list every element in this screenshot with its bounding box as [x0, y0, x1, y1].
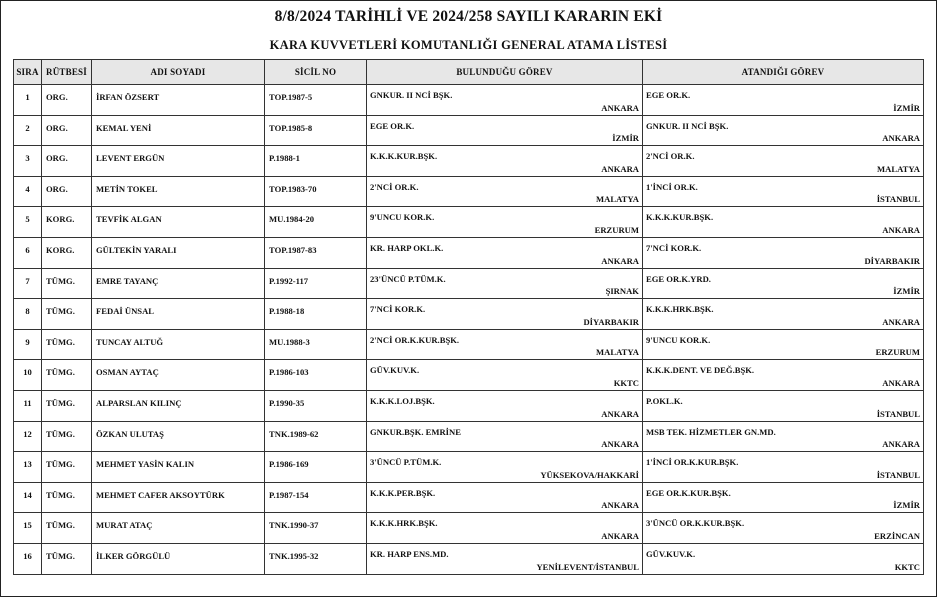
table-header-row	[14, 60, 924, 85]
table-row	[14, 146, 924, 177]
sicil-no-value: P.1990-35	[269, 397, 305, 408]
bulundugu-yer-value: ANKARA	[601, 255, 639, 266]
cell-rutbe	[42, 513, 92, 544]
cell-rutbe	[42, 329, 92, 360]
atandigi-yer-value: ANKARA	[882, 133, 920, 144]
atandigi-yer-value: ANKARA	[882, 316, 920, 327]
cell-atandigi-gorev	[643, 176, 924, 207]
atandigi-gorev-value: EGE OR.K.YRD.	[646, 273, 711, 284]
atandigi-gorev-value: 9'UNCU KOR.K.	[646, 334, 711, 345]
cell-bulundugu-gorev	[367, 329, 643, 360]
table-row	[14, 207, 924, 238]
rutbe-value: TÜMG.	[46, 459, 75, 470]
rutbe-value: ORG.	[46, 153, 68, 164]
cell-sicil-no	[265, 421, 367, 452]
atandigi-gorev-value: 7'NCİ KOR.K.	[646, 242, 702, 253]
sira-value: 9	[25, 336, 30, 347]
cell-ad-soyad	[92, 513, 265, 544]
cell-sira	[14, 299, 42, 330]
cell-sicil-no	[265, 268, 367, 299]
sira-value: 11	[23, 397, 32, 408]
cell-rutbe	[42, 268, 92, 299]
document-subtitle: KARA KUVVETLERİ KOMUTANLIĞI GENERAL ATAMA LİSTESİ	[269, 38, 668, 52]
bulundugu-gorev-value: KR. HARP ENS.MD.	[370, 548, 449, 559]
cell-rutbe	[42, 207, 92, 238]
column-header-ad-soyad: ADI SOYADI	[92, 60, 265, 85]
ad-soyad-value: MURAT ATAÇ	[96, 520, 153, 531]
sicil-no-value: TNK.1995-32	[269, 550, 319, 561]
atandigi-gorev-value: K.K.K.KUR.BŞK.	[646, 212, 714, 223]
ad-soyad-value: TUNCAY ALTUĞ	[96, 336, 164, 347]
bulundugu-yer-value: ANKARA	[601, 439, 639, 450]
table-row	[14, 176, 924, 207]
atandigi-gorev-value: EGE OR.K.	[646, 90, 691, 100]
cell-atandigi-gorev	[643, 299, 924, 330]
sira-value: 13	[23, 459, 32, 470]
column-header-rutbe: RÜTBESİ	[42, 60, 92, 85]
cell-sicil-no	[265, 176, 367, 207]
cell-atandigi-gorev	[643, 360, 924, 391]
table-row	[14, 513, 924, 544]
cell-bulundugu-gorev	[367, 360, 643, 391]
column-header-sicil-no: SİCİL NO	[265, 60, 367, 85]
bulundugu-yer-value: ANKARA	[601, 530, 639, 541]
bulundugu-yer-value: KKTC	[613, 377, 639, 388]
ad-soyad-value: OSMAN AYTAÇ	[96, 367, 159, 378]
bulundugu-gorev-value: K.K.K.KUR.BŞK.	[370, 151, 438, 162]
rutbe-value: KORG.	[46, 244, 75, 255]
cell-atandigi-gorev	[643, 115, 924, 146]
table-row	[14, 360, 924, 391]
bulundugu-yer-value: DİYARBAKIR	[583, 316, 639, 327]
cell-atandigi-gorev	[643, 268, 924, 299]
bulundugu-yer-value: MALATYA	[596, 194, 639, 205]
cell-atandigi-gorev	[643, 390, 924, 421]
table-row	[14, 268, 924, 299]
cell-bulundugu-gorev	[367, 482, 643, 513]
cell-ad-soyad	[92, 176, 265, 207]
sira-value: 4	[25, 183, 30, 194]
sicil-no-value: TOP.1985-8	[269, 122, 313, 133]
cell-sicil-no	[265, 390, 367, 421]
bulundugu-yer-value: ANKARA	[601, 163, 639, 174]
cell-sira	[14, 176, 42, 207]
cell-atandigi-gorev	[643, 329, 924, 360]
cell-rutbe	[42, 146, 92, 177]
table-row	[14, 543, 924, 574]
atandigi-yer-value: İSTANBUL	[876, 408, 920, 419]
rutbe-value: TÜMG.	[46, 306, 75, 317]
bulundugu-yer-value: YÜKSEKOVA/HAKKARİ	[540, 469, 639, 480]
cell-bulundugu-gorev	[367, 390, 643, 421]
ad-soyad-value: EMRE TAYANÇ	[96, 275, 159, 286]
cell-ad-soyad	[92, 452, 265, 483]
ad-soyad-value: MEHMET YASİN KALIN	[96, 459, 195, 470]
atandigi-gorev-value: MSB TEK. HİZMETLER GN.MD.	[646, 426, 776, 437]
table-row	[14, 237, 924, 268]
bulundugu-gorev-value: K.K.K.PER.BŞK.	[370, 487, 436, 498]
atandigi-yer-value: MALATYA	[877, 163, 920, 174]
sira-value: 1	[25, 92, 30, 102]
cell-sicil-no	[265, 513, 367, 544]
cell-bulundugu-gorev	[367, 146, 643, 177]
cell-bulundugu-gorev	[367, 268, 643, 299]
cell-ad-soyad	[92, 115, 265, 146]
atandigi-gorev-value: P.OKL.K.	[646, 395, 683, 406]
bulundugu-gorev-value: GÜV.KUV.K.	[370, 365, 420, 376]
bulundugu-gorev-value: GNKUR.BŞK. EMRİNE	[370, 426, 461, 437]
atandigi-yer-value: İZMİR	[893, 500, 920, 511]
atandigi-gorev-value: GÜV.KUV.K.	[646, 548, 696, 559]
column-header-atandigi-gorev: ATANDIĞI GÖREV	[643, 60, 924, 85]
cell-sira	[14, 237, 42, 268]
rutbe-value: TÜMG.	[46, 275, 75, 286]
bulundugu-gorev-value: KR. HARP OKL.K.	[370, 242, 444, 253]
cell-atandigi-gorev	[643, 452, 924, 483]
sicil-no-value: P.1992-117	[269, 275, 309, 286]
sira-value: 10	[23, 367, 32, 378]
bulundugu-gorev-value: K.K.K.HRK.BŞK.	[370, 518, 438, 529]
cell-sicil-no	[265, 237, 367, 268]
atandigi-yer-value: İZMİR	[893, 286, 920, 297]
table-row	[14, 390, 924, 421]
cell-sira	[14, 390, 42, 421]
column-header-bulundugu-gorev: BULUNDUĞU GÖREV	[367, 60, 643, 85]
ad-soyad-value: ÖZKAN ULUTAŞ	[96, 428, 164, 439]
sira-value: 6	[25, 244, 30, 255]
cell-atandigi-gorev	[643, 482, 924, 513]
cell-sira	[14, 360, 42, 391]
atandigi-gorev-value: EGE OR.K.KUR.BŞK.	[646, 487, 731, 498]
cell-atandigi-gorev	[643, 207, 924, 238]
cell-sicil-no	[265, 329, 367, 360]
atandigi-yer-value: ANKARA	[882, 224, 920, 235]
bulundugu-yer-value: YENİLEVENT/İSTANBUL	[536, 561, 639, 572]
table-row	[14, 329, 924, 360]
bulundugu-gorev-value: K.K.K.LOJ.BŞK.	[370, 395, 435, 406]
cell-bulundugu-gorev	[367, 85, 643, 116]
atandigi-yer-value: KKTC	[894, 561, 920, 572]
ad-soyad-value: FEDAİ ÜNSAL	[96, 306, 155, 317]
cell-sicil-no	[265, 115, 367, 146]
cell-rutbe	[42, 85, 92, 116]
ad-soyad-value: METİN TOKEL	[96, 183, 158, 194]
table-row	[14, 115, 924, 146]
cell-sira	[14, 207, 42, 238]
cell-atandigi-gorev	[643, 513, 924, 544]
cell-atandigi-gorev	[643, 146, 924, 177]
sicil-no-value: TOP.1987-83	[269, 244, 317, 255]
atandigi-yer-value: ERZURUM	[875, 347, 920, 358]
ad-soyad-value: KEMAL YENİ	[96, 122, 152, 133]
cell-sicil-no	[265, 299, 367, 330]
atandigi-gorev-value: K.K.K.HRK.BŞK.	[646, 304, 714, 315]
cell-sicil-no	[265, 482, 367, 513]
bulundugu-yer-value: İZMİR	[612, 133, 639, 144]
sira-value: 2	[25, 122, 30, 133]
cell-bulundugu-gorev	[367, 543, 643, 574]
cell-sicil-no	[265, 85, 367, 116]
cell-rutbe	[42, 452, 92, 483]
rutbe-value: TÜMG.	[46, 336, 75, 347]
sicil-no-value: P.1988-1	[269, 153, 300, 164]
rutbe-value: TÜMG.	[46, 489, 75, 500]
cell-bulundugu-gorev	[367, 513, 643, 544]
sicil-no-value: MU.1988-3	[269, 336, 310, 347]
sira-value: 14	[23, 489, 32, 500]
cell-bulundugu-gorev	[367, 299, 643, 330]
bulundugu-yer-value: ŞIRNAK	[605, 286, 639, 297]
atandigi-gorev-value: 1'İNCİ OR.K.KUR.BŞK.	[646, 457, 739, 468]
rutbe-value: ORG.	[46, 92, 68, 102]
atandigi-yer-value: ANKARA	[882, 377, 920, 388]
cell-rutbe	[42, 543, 92, 574]
cell-rutbe	[42, 421, 92, 452]
column-header-sira: SIRA	[14, 60, 42, 85]
atandigi-yer-value: İSTANBUL	[876, 469, 920, 480]
cell-ad-soyad	[92, 360, 265, 391]
sira-value: 3	[25, 153, 30, 164]
sira-value: 16	[23, 550, 32, 561]
rutbe-value: ORG.	[46, 183, 68, 194]
cell-sira	[14, 452, 42, 483]
bulundugu-yer-value: ANKARA	[601, 408, 639, 419]
cell-ad-soyad	[92, 329, 265, 360]
cell-ad-soyad	[92, 390, 265, 421]
atandigi-yer-value: İZMİR	[893, 102, 920, 113]
cell-ad-soyad	[92, 421, 265, 452]
cell-bulundugu-gorev	[367, 207, 643, 238]
bulundugu-gorev-value: 2'NCİ OR.K.KUR.BŞK.	[370, 334, 460, 345]
rutbe-value: TÜMG.	[46, 367, 75, 378]
bulundugu-gorev-value: 7'NCİ KOR.K.	[370, 304, 426, 315]
cell-sicil-no	[265, 146, 367, 177]
ad-soyad-value: TEVFİK ALGAN	[96, 214, 162, 225]
cell-sira	[14, 268, 42, 299]
atandigi-gorev-value: 3'ÜNCÜ OR.K.KUR.BŞK.	[646, 518, 745, 529]
cell-atandigi-gorev	[643, 421, 924, 452]
sicil-no-value: P.1986-169	[269, 459, 309, 470]
cell-sira	[14, 513, 42, 544]
atandigi-yer-value: DİYARBAKIR	[864, 255, 920, 266]
bulundugu-gorev-value: GNKUR. II NCİ BŞK.	[370, 90, 453, 100]
atandigi-yer-value: ANKARA	[882, 439, 920, 450]
cell-sira	[14, 85, 42, 116]
bulundugu-gorev-value: 23'ÜNCÜ P.TÜM.K.	[370, 273, 446, 284]
table-row	[14, 482, 924, 513]
cell-ad-soyad	[92, 299, 265, 330]
cell-bulundugu-gorev	[367, 176, 643, 207]
ad-soyad-value: İLKER GÖRGÜLÜ	[96, 550, 171, 561]
table-row	[14, 299, 924, 330]
bulundugu-yer-value: ANKARA	[601, 102, 639, 113]
cell-sira	[14, 329, 42, 360]
cell-rutbe	[42, 390, 92, 421]
sicil-no-value: P.1988-18	[269, 306, 305, 317]
cell-rutbe	[42, 360, 92, 391]
rutbe-value: ORG.	[46, 122, 68, 133]
sira-value: 8	[25, 306, 30, 317]
cell-sicil-no	[265, 543, 367, 574]
ad-soyad-value: MEHMET CAFER AKSOYTÜRK	[96, 489, 225, 500]
appointment-table	[13, 59, 924, 575]
sicil-no-value: TOP.1983-70	[269, 183, 317, 194]
sicil-no-value: TNK.1989-62	[269, 428, 319, 439]
document-title: 8/8/2024 TARİHLİ VE 2024/258 SAYILI KARARIN EKİ	[274, 8, 663, 25]
sira-value: 5	[25, 214, 30, 225]
sicil-no-value: P.1987-154	[269, 489, 309, 500]
cell-sira	[14, 146, 42, 177]
bulundugu-gorev-value: 9'UNCU KOR.K.	[370, 212, 435, 223]
rutbe-value: TÜMG.	[46, 428, 75, 439]
atandigi-gorev-value: GNKUR. II NCİ BŞK.	[646, 120, 729, 131]
table-row	[14, 85, 924, 116]
rutbe-value: KORG.	[46, 214, 75, 225]
cell-atandigi-gorev	[643, 543, 924, 574]
sicil-no-value: TNK.1990-37	[269, 520, 319, 531]
cell-sira	[14, 543, 42, 574]
bulundugu-yer-value: ANKARA	[601, 500, 639, 511]
sicil-no-value: P.1986-103	[269, 367, 309, 378]
cell-rutbe	[42, 482, 92, 513]
atandigi-gorev-value: 2'NCİ OR.K.	[646, 151, 695, 162]
ad-soyad-value: ALPARSLAN KILINÇ	[96, 397, 182, 408]
sicil-no-value: TOP.1987-5	[269, 92, 313, 102]
bulundugu-yer-value: MALATYA	[596, 347, 639, 358]
cell-atandigi-gorev	[643, 85, 924, 116]
atandigi-gorev-value: 1'İNCİ OR.K.	[646, 181, 698, 192]
cell-sira	[14, 115, 42, 146]
bulundugu-yer-value: ERZURUM	[594, 224, 639, 235]
cell-bulundugu-gorev	[367, 115, 643, 146]
cell-rutbe	[42, 115, 92, 146]
rutbe-value: TÜMG.	[46, 397, 75, 408]
sira-value: 15	[23, 520, 32, 531]
cell-sira	[14, 482, 42, 513]
ad-soyad-value: GÜLTEKİN YARALI	[96, 244, 177, 255]
cell-sicil-no	[265, 452, 367, 483]
cell-bulundugu-gorev	[367, 421, 643, 452]
table-row	[14, 452, 924, 483]
cell-ad-soyad	[92, 482, 265, 513]
cell-atandigi-gorev	[643, 237, 924, 268]
cell-ad-soyad	[92, 85, 265, 116]
cell-ad-soyad	[92, 146, 265, 177]
cell-bulundugu-gorev	[367, 237, 643, 268]
cell-rutbe	[42, 299, 92, 330]
table-row	[14, 421, 924, 452]
cell-ad-soyad	[92, 237, 265, 268]
bulundugu-gorev-value: EGE OR.K.	[370, 120, 415, 131]
atandigi-gorev-value: K.K.K.DENT. VE DEĞ.BŞK.	[646, 365, 755, 376]
sira-value: 7	[25, 275, 30, 286]
bulundugu-gorev-value: 2'NCİ OR.K.	[370, 181, 419, 192]
cell-sicil-no	[265, 207, 367, 238]
atandigi-yer-value: ERZİNCAN	[874, 530, 920, 541]
cell-rutbe	[42, 176, 92, 207]
rutbe-value: TÜMG.	[46, 550, 75, 561]
cell-ad-soyad	[92, 543, 265, 574]
bulundugu-gorev-value: 3'ÜNCÜ P.TÜM.K.	[370, 457, 442, 468]
ad-soyad-value: İRFAN ÖZSERT	[96, 92, 160, 102]
sicil-no-value: MU.1984-20	[269, 214, 315, 225]
table-body	[14, 85, 924, 575]
cell-ad-soyad	[92, 207, 265, 238]
ad-soyad-value: LEVENT ERGÜN	[96, 153, 165, 164]
atandigi-yer-value: İSTANBUL	[876, 194, 920, 205]
cell-sicil-no	[265, 360, 367, 391]
sira-value: 12	[23, 428, 32, 439]
cell-rutbe	[42, 237, 92, 268]
rutbe-value: TÜMG.	[46, 520, 75, 531]
cell-ad-soyad	[92, 268, 265, 299]
cell-sira	[14, 421, 42, 452]
cell-bulundugu-gorev	[367, 452, 643, 483]
